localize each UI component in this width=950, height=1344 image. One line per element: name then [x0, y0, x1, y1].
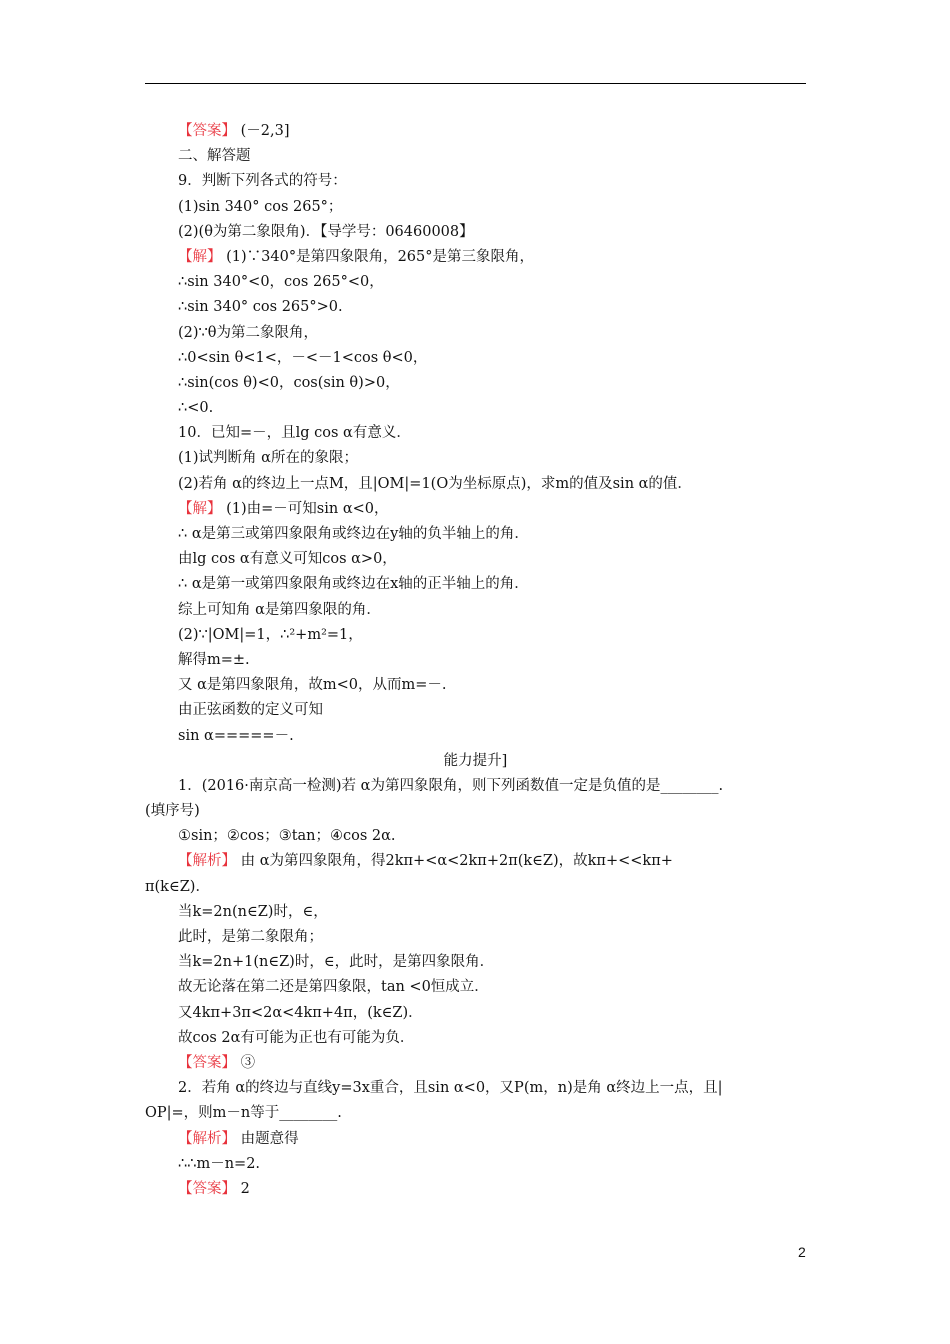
text-line — [178, 547, 806, 572]
text-line — [178, 472, 806, 497]
labeled-line — [178, 1051, 806, 1076]
line-text: sin α=====－. — [178, 727, 294, 744]
line-text: (2)∵|OM|=1，∴²+m²=1， — [178, 626, 363, 643]
text-line — [178, 1076, 806, 1101]
text-line — [178, 1152, 806, 1177]
text-line — [178, 371, 806, 396]
line-text: (－2,3] — [236, 123, 290, 139]
line-text: ①sin；②cos；③tan；④cos 2α. — [178, 828, 396, 845]
text-line — [178, 195, 806, 220]
text-line — [178, 724, 806, 749]
line-text: ∴sin 340°<0，cos 265°<0， — [178, 274, 384, 291]
line-text: 综上可知角 α是第四象限的角． — [178, 601, 381, 618]
line-text: 能力提升] — [443, 752, 508, 769]
text-line — [178, 598, 806, 623]
labeled-line — [178, 119, 806, 144]
line-text: 2 — [236, 1180, 250, 1197]
line-text: 由 α为第四象限角，得2kπ+<α<2kπ+2π(k∈Z)，故kπ+<<kπ+ — [236, 853, 673, 870]
line-text: 故cos 2α有可能为正也有可能为负． — [178, 1029, 415, 1046]
text-line — [178, 220, 806, 245]
text-line — [178, 648, 806, 673]
text-line — [178, 824, 806, 849]
line-text: ∴∴m－n=2. — [178, 1155, 261, 1172]
line-text: ∴sin(cos θ)<0，cos(sin θ)>0， — [178, 374, 400, 391]
text-line — [178, 396, 806, 421]
line-text: ∴0<sin θ<1<，－<－1<cos θ<0， — [178, 349, 428, 366]
text-line — [178, 1001, 806, 1026]
text-line — [178, 321, 806, 346]
line-text: 2．若角 α的终边与直线y=3x重合，且sin α<0，又P(m，n)是角 α终边上一点，且| — [178, 1080, 723, 1097]
text-line — [178, 623, 806, 648]
text-line — [178, 774, 806, 799]
line-text: (1)由=－可知sin α<0， — [221, 500, 389, 517]
text-line — [178, 421, 806, 446]
labeled-line — [178, 497, 806, 522]
line-text: 1．(2016·南京高一检测)若 α为第四象限角，则下列函数值一定是负值的是________. — [178, 777, 724, 794]
line-text: (1)试判断角 α所在的象限； — [178, 450, 358, 467]
line-text: (1)sin 340° cos 265°； — [178, 198, 343, 215]
answer-tag: 【解】 — [178, 500, 222, 517]
text-line — [178, 446, 806, 471]
document-body — [145, 119, 806, 1202]
text-line — [178, 698, 806, 723]
line-text: ③ — [236, 1054, 256, 1071]
section-heading — [145, 749, 806, 774]
line-text: ∴<0. — [178, 400, 214, 417]
answer-tag: 【答案】 — [178, 123, 236, 139]
line-text: ∴ α是第一或第四象限角或终边在x轴的正半轴上的角． — [178, 576, 529, 593]
page-number: 2 — [798, 1244, 806, 1260]
answer-tag: 【解析】 — [178, 1130, 236, 1147]
line-text: π(k∈Z)． — [145, 878, 210, 895]
text-line — [178, 295, 806, 320]
answer-tag: 【解】 — [178, 248, 222, 265]
text-line — [178, 925, 806, 950]
text-line — [145, 799, 806, 824]
line-text: 由题意得 — [236, 1130, 299, 1147]
line-text: 由正弦函数的定义可知 — [178, 702, 323, 719]
line-text: 9．判断下列各式的符号： — [178, 173, 347, 190]
text-line — [178, 270, 806, 295]
line-text: (2)若角 α的终边上一点M，且|OM|=1(O为坐标原点)，求m的值及sin α的值． — [178, 475, 692, 492]
line-text: 故无论落在第二还是第四象限，tan <0恒成立． — [178, 979, 489, 996]
text-line — [178, 522, 806, 547]
line-text: 10．已知=－，且lg cos α有意义． — [178, 425, 411, 442]
text-line — [178, 975, 806, 1000]
line-text: (2)∵θ为第二象限角， — [178, 324, 318, 341]
line-text: ∴ α是第三或第四象限角或终边在y轴的负半轴上的角． — [178, 526, 529, 542]
text-line — [145, 875, 806, 900]
text-line — [178, 673, 806, 698]
text-line — [178, 950, 806, 975]
line-text: 当k=2n(n∈Z)时，∈， — [178, 903, 328, 920]
text-line — [178, 346, 806, 371]
text-line — [178, 144, 806, 169]
line-text: OP|=，则m－n等于________. — [145, 1105, 342, 1122]
answer-tag: 【答案】 — [178, 1180, 236, 1197]
line-text: (2)(θ为第二象限角)．【导学号：06460008】 — [178, 223, 474, 240]
line-text: 解得m=±. — [178, 651, 250, 668]
line-text: 又 α是第四象限角，故m<0，从而m=－. — [178, 677, 447, 694]
line-text: ∴sin 340° cos 265°>0. — [178, 299, 343, 316]
line-text: (1)∵340°是第四象限角，265°是第三象限角， — [221, 248, 534, 265]
line-text: 当k=2n+1(n∈Z)时，∈，此时，是第四象限角． — [178, 954, 495, 971]
text-line — [178, 169, 806, 194]
line-text: 二、解答题 — [178, 148, 251, 165]
answer-tag: 【解析】 — [178, 853, 236, 870]
labeled-line — [178, 849, 806, 874]
answer-tag: 【答案】 — [178, 1054, 236, 1071]
text-line — [178, 900, 806, 925]
labeled-line — [178, 1177, 806, 1202]
line-text: (填序号) — [145, 803, 200, 820]
text-line — [178, 1026, 806, 1051]
line-text: 由lg cos α有意义可知cos α>0， — [178, 551, 397, 568]
line-text: 此时，是第二象限角； — [178, 929, 323, 945]
labeled-line — [178, 245, 806, 270]
text-line — [145, 1101, 806, 1126]
text-line — [178, 572, 806, 597]
header-rule — [145, 83, 806, 84]
line-text: 又4kπ+3π<2α<4kπ+4π，(k∈Z)． — [178, 1004, 423, 1021]
labeled-line — [178, 1127, 806, 1152]
